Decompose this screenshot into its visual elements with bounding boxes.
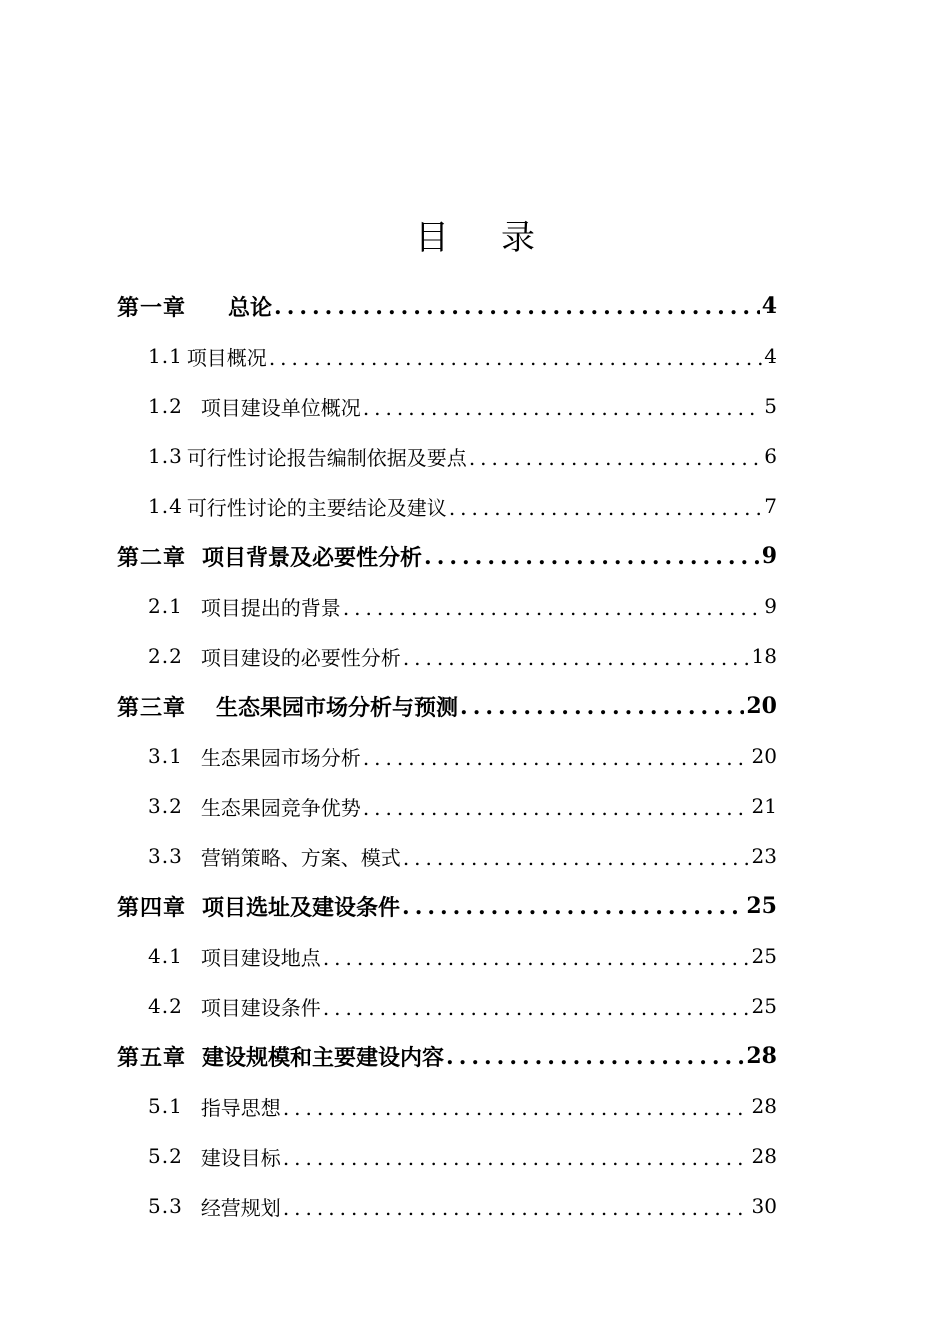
toc-entry-page: 28 xyxy=(751,1144,777,1168)
toc-entry-page: 28 xyxy=(746,1043,777,1069)
toc-entry-chapter-3[interactable] xyxy=(117,686,777,726)
toc-entry-label: 建设目标 xyxy=(200,1145,281,1170)
toc-entry-number: 第三章 xyxy=(117,694,187,721)
toc-entry-label: 生态果园市场分析 xyxy=(200,745,361,770)
toc-entry-page: 4 xyxy=(761,293,777,319)
toc-entry-label: 项目建设的必要性分析 xyxy=(200,645,401,670)
toc-dot-leader xyxy=(403,648,750,676)
toc-entry-label: 项目建设条件 xyxy=(200,995,321,1020)
toc-entry-page: 23 xyxy=(751,844,777,868)
toc-entry-label: 项目概况 xyxy=(186,345,267,370)
toc-entry-page: 25 xyxy=(746,893,777,919)
toc-entry-label: 生态果园竞争优势 xyxy=(200,795,361,820)
toc-entry-section-3-2[interactable] xyxy=(148,786,777,826)
toc-dot-leader xyxy=(323,998,750,1026)
toc-entry-number: 1.4 xyxy=(148,494,183,518)
toc-entry-page: 4 xyxy=(764,344,777,368)
toc-dot-leader xyxy=(449,498,762,526)
toc-entry-label: 项目提出的背景 xyxy=(200,595,341,620)
toc-entry-number: 1.3 xyxy=(148,444,183,468)
toc-entry-number: 3.3 xyxy=(148,844,183,868)
toc-dot-leader xyxy=(363,748,750,776)
toc-entry-page: 28 xyxy=(751,1094,777,1118)
toc-entry-label: 项目建设单位概况 xyxy=(200,395,361,420)
toc-dot-leader xyxy=(283,1098,750,1126)
toc-dot-leader xyxy=(402,896,744,926)
toc-entry-section-5-1[interactable] xyxy=(148,1086,777,1126)
toc-entry-page: 5 xyxy=(764,394,777,418)
toc-title-char-2: 录 xyxy=(501,218,535,258)
toc-entry-number: 5.3 xyxy=(148,1194,183,1218)
toc-entry-label: 营销策略、方案、模式 xyxy=(200,845,401,870)
toc-entry-label: 项目建设地点 xyxy=(200,945,321,970)
toc-title-char-1: 目 xyxy=(415,218,449,258)
toc-entry-label: 可行性讨论报告编制依据及要点 xyxy=(186,445,467,470)
toc-entry-number: 4.2 xyxy=(148,994,183,1018)
toc-entry-page: 20 xyxy=(746,693,777,719)
toc-entry-section-1-3[interactable] xyxy=(148,436,777,476)
toc-entry-section-4-2[interactable] xyxy=(148,986,777,1026)
toc-entry-chapter-2[interactable] xyxy=(117,536,777,576)
toc-title xyxy=(0,210,950,259)
toc-entry-section-2-1[interactable] xyxy=(148,586,777,626)
toc-entry-section-3-3[interactable] xyxy=(148,836,777,876)
toc-entry-page: 25 xyxy=(751,944,777,968)
toc-entry-number: 5.2 xyxy=(148,1144,183,1168)
toc-entry-number: 第四章 xyxy=(117,894,187,921)
toc-entry-number: 5.1 xyxy=(148,1094,183,1118)
toc-entry-section-1-2[interactable] xyxy=(148,386,777,426)
toc-entry-page: 30 xyxy=(751,1194,777,1218)
toc-entry-section-2-2[interactable] xyxy=(148,636,777,676)
toc-dot-leader xyxy=(274,296,760,326)
toc-dot-leader xyxy=(446,1046,744,1076)
toc-dot-leader xyxy=(283,1148,750,1176)
toc-dot-leader xyxy=(283,1198,750,1226)
toc-entry-number: 4.1 xyxy=(148,944,183,968)
toc-entry-page: 7 xyxy=(764,494,777,518)
toc-entry-number: 第五章 xyxy=(117,1044,187,1071)
toc-dot-leader xyxy=(469,448,762,476)
toc-entry-page: 25 xyxy=(751,994,777,1018)
toc-entry-number: 第二章 xyxy=(117,544,187,571)
toc-entry-section-5-3[interactable] xyxy=(148,1186,777,1226)
toc-dot-leader xyxy=(403,848,750,876)
toc-entry-number: 2.1 xyxy=(148,594,183,618)
toc-dot-leader xyxy=(323,948,750,976)
toc-entry-chapter-5[interactable] xyxy=(117,1036,777,1076)
toc-entry-page: 6 xyxy=(764,444,777,468)
toc-entry-page: 9 xyxy=(761,543,777,569)
toc-entry-page: 9 xyxy=(764,594,777,618)
toc-entry-number: 第一章 xyxy=(117,294,187,321)
toc-dot-leader xyxy=(363,798,750,826)
toc-entry-number: 3.1 xyxy=(148,744,183,768)
toc-entry-label: 项目选址及建设条件 xyxy=(202,894,401,921)
toc-entry-label: 指导思想 xyxy=(200,1095,281,1120)
toc-entry-label: 生态果园市场分析与预测 xyxy=(216,694,459,721)
toc-entry-section-4-1[interactable] xyxy=(148,936,777,976)
toc-entry-number: 1.2 xyxy=(148,394,183,418)
toc-entry-section-3-1[interactable] xyxy=(148,736,777,776)
toc-entry-section-1-4[interactable] xyxy=(148,486,777,526)
toc-entry-label: 经营规划 xyxy=(200,1195,281,1220)
toc-dot-leader xyxy=(424,546,760,576)
toc-dot-leader xyxy=(269,348,762,376)
toc-entry-chapter-1[interactable] xyxy=(117,286,777,326)
toc-entry-label: 可行性讨论的主要结论及建议 xyxy=(186,495,447,520)
toc-entry-page: 21 xyxy=(751,794,777,818)
toc-entry-page: 20 xyxy=(751,744,777,768)
toc-entry-number: 2.2 xyxy=(148,644,183,668)
toc-entry-section-5-2[interactable] xyxy=(148,1136,777,1176)
toc-entry-page: 18 xyxy=(751,644,777,668)
toc-entry-label: 项目背景及必要性分析 xyxy=(202,544,423,571)
toc-dot-leader xyxy=(363,398,762,426)
toc-dot-leader xyxy=(343,598,762,626)
toc-dot-leader xyxy=(460,696,744,726)
toc-entry-label: 总论 xyxy=(228,294,273,321)
toc-entry-chapter-4[interactable] xyxy=(117,886,777,926)
toc-entry-section-1-1[interactable] xyxy=(148,336,777,376)
toc-entry-label: 建设规模和主要建设内容 xyxy=(202,1044,445,1071)
toc-entry-number: 1.1 xyxy=(148,344,183,368)
toc-entry-number: 3.2 xyxy=(148,794,183,818)
